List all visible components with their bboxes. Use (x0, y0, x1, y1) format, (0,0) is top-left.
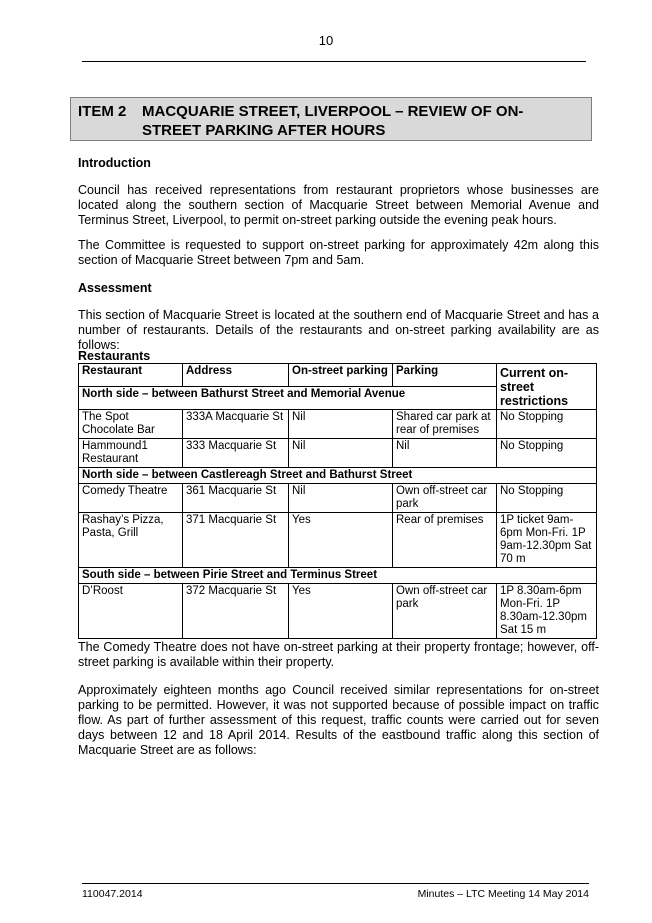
header-restaurant: Restaurant (79, 364, 183, 387)
table-row (79, 410, 597, 439)
section-title: South side – between Pirie Street and Terminus Street (79, 568, 597, 584)
after-table-paragraph-2: Approximately eighteen months ago Council received similar representations for on-street parking to be permitted. However, it was not supported because of possible impact on traffic flow. As part of further assessment of this request, traffic counts were carried out for seven days between 12 and 18 April 2014. Results of the eastbound traffic along this section of Macquarie Street are as follows: (78, 683, 599, 757)
footer-meeting-title: Minutes – LTC Meeting 14 May 2014 (417, 888, 589, 900)
table-header-row (79, 364, 597, 387)
assessment-heading: Assessment (78, 281, 152, 295)
header-current-restrictions: Current on-street restrictions (497, 364, 597, 410)
item-heading-box (70, 97, 592, 141)
cell-onstreet-parking: Nil (289, 439, 393, 468)
restaurants-table (78, 363, 597, 639)
cell-restaurant: Comedy Theatre (79, 484, 183, 513)
footer-divider (82, 883, 589, 884)
table-row (79, 484, 597, 513)
cell-address: 333 Macquarie St (183, 439, 289, 468)
cell-restriction: No Stopping (497, 410, 597, 439)
cell-parking: Rear of premises (393, 513, 497, 568)
footer-document-number: 110047.2014 (82, 888, 143, 900)
cell-onstreet-parking: Nil (289, 410, 393, 439)
header-address: Address (183, 364, 289, 387)
cell-restriction: No Stopping (497, 439, 597, 468)
cell-parking: Shared car park at rear of premises (393, 410, 497, 439)
cell-restaurant: Hammound1 Restaurant (79, 439, 183, 468)
cell-parking: Own off-street car park (393, 584, 497, 639)
header-divider (82, 61, 586, 62)
cell-restaurant: The Spot Chocolate Bar (79, 410, 183, 439)
page-number: 10 (318, 33, 334, 48)
header-parking: Parking (393, 364, 497, 387)
item-number: ITEM 2 (78, 103, 127, 120)
cell-address: 361 Macquarie St (183, 484, 289, 513)
cell-parking: Own off-street car park (393, 484, 497, 513)
table-row (79, 513, 597, 568)
cell-address: 333A Macquarie St (183, 410, 289, 439)
item-title: MACQUARIE STREET, LIVERPOOL – REVIEW OF ON-STREET PARKING AFTER HOURS (142, 103, 524, 139)
assessment-paragraph-1: This section of Macquarie Street is located at the southern end of Macquarie Street and has a number of restaurants. Details of the restaurants and on-street parking availability are as follows: (78, 308, 599, 352)
table-row (79, 584, 597, 639)
table-caption: Restaurants (78, 349, 151, 363)
cell-onstreet-parking: Yes (289, 513, 393, 568)
after-table-paragraph-1: The Comedy Theatre does not have on-street parking at their property frontage; however, off-street parking is available within their property. (78, 640, 599, 669)
cell-restriction: No Stopping (497, 484, 597, 513)
introduction-paragraph-1: Council has received representations from restaurant proprietors whose businesses are located along the southern section of Macquarie Street between Memorial Avenue and Terminus Street, Liverpool, to permit on-street parking outside the evening peak hours. (78, 183, 599, 227)
cell-restriction: 1P ticket 9am-6pm Mon-Fri. 1P 9am-12.30pm Sat 70 m (497, 513, 597, 568)
cell-address: 371 Macquarie St (183, 513, 289, 568)
cell-parking: Nil (393, 439, 497, 468)
cell-restaurant: Rashay’s Pizza, Pasta, Grill (79, 513, 183, 568)
section-row (79, 468, 597, 484)
cell-address: 372 Macquarie St (183, 584, 289, 639)
introduction-paragraph-2: The Committee is requested to support on-street parking for approximately 42m along this section of Macquarie Street between 7pm and 5am. (78, 238, 599, 267)
cell-restaurant: D’Roost (79, 584, 183, 639)
introduction-heading: Introduction (78, 156, 151, 170)
section-title: North side – between Castlereagh Street and Bathurst Street (79, 468, 597, 484)
cell-onstreet-parking: Yes (289, 584, 393, 639)
header-onstreet-parking: On-street parking (289, 364, 393, 387)
section-row (79, 568, 597, 584)
cell-restriction: 1P 8.30am-6pm Mon-Fri. 1P 8.30am-12.30pm Sat 15 m (497, 584, 597, 639)
cell-onstreet-parking: Nil (289, 484, 393, 513)
section-title: North side – between Bathurst Street and Memorial Avenue (79, 387, 497, 410)
table-row (79, 439, 597, 468)
